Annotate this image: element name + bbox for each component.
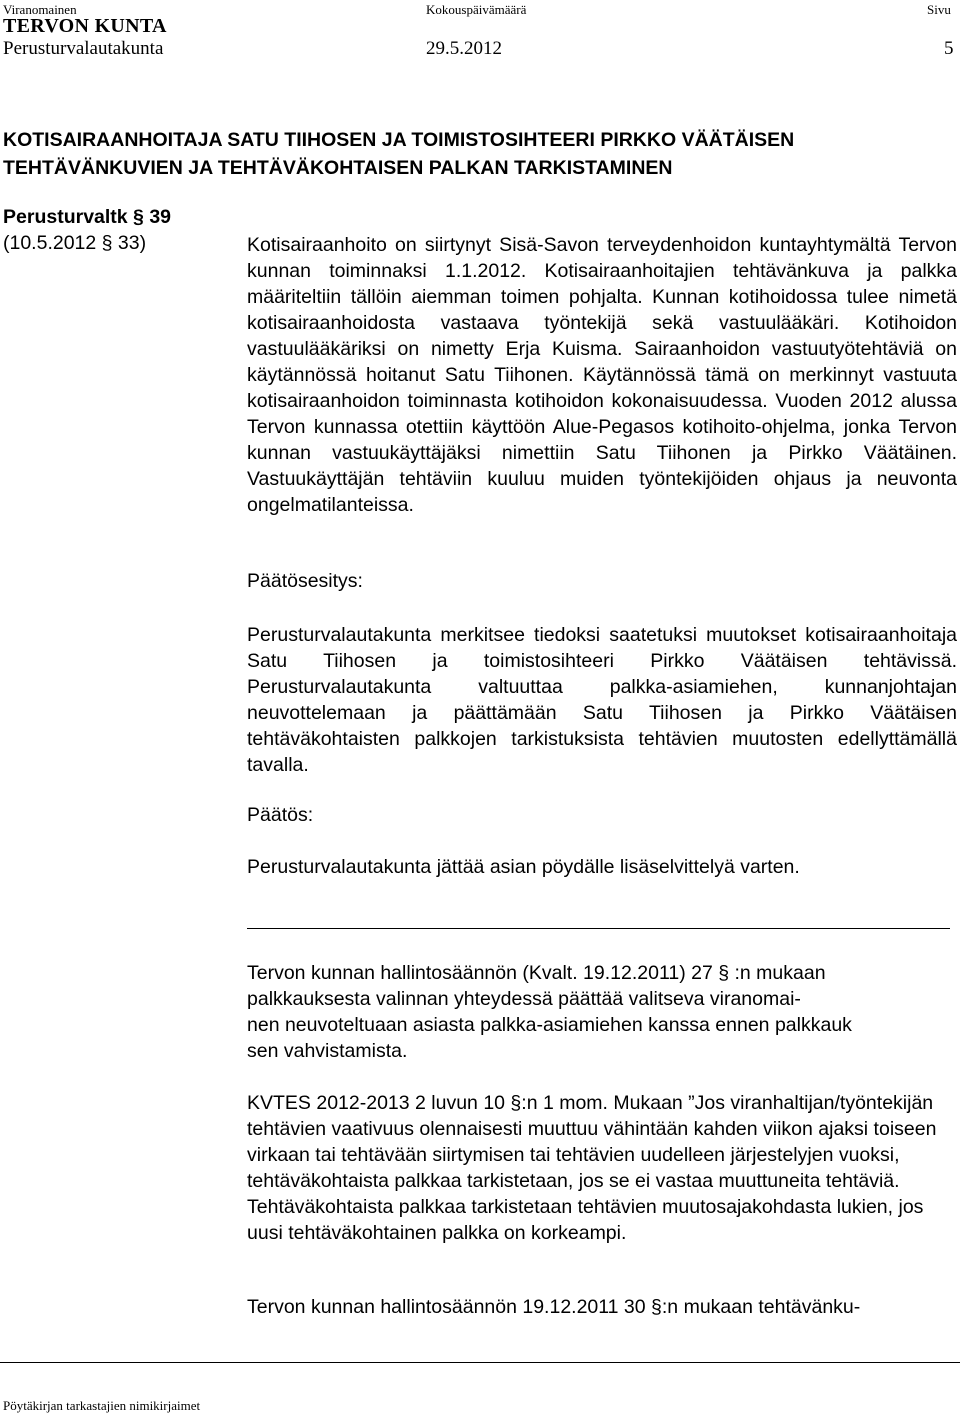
document-title [3, 126, 953, 182]
title-line-1: KOTISAIRAANHOITAJA SATU TIIHOSEN JA TOIMISTOSIHTEERI PIRKKO VÄÄTÄISEN [3, 129, 795, 151]
proposal-label: Päätösesitys: [247, 570, 363, 592]
decision-label: Päätös: [247, 804, 314, 826]
page-number: 5 [944, 38, 954, 59]
hallintosaanto-30-paragraph: Tervon kunnan hallintosäännön 19.12.2011 30 §:n mukaan tehtävänku- [247, 1296, 861, 1318]
header-page-label: Sivu [927, 2, 951, 17]
decision-text: Perusturvalautakunta jättää asian pöydälle lisäselvittelyä varten. [247, 856, 800, 878]
footer-initials-label: Pöytäkirjan tarkastajien nimikirjaimet [3, 1398, 201, 1413]
intro-paragraph: Kotisairaanhoito on siirtynyt Sisä-Savon terveydenhoidon kuntayhtymältä Tervon kunnan toiminnaksi 1.1.2012. Kotisairaanhoitajien tehtävänkuva ja palkka määriteltiin tällöin aiemman toimen pohjalta. Kunnan kotihoidossa tulee nimetä kotisairaanhoidosta vastaava työntekijä sekä vastuulääkäri. Kotihoidon vastuulääkäriksi on nimetty Erja Kuisma. Sairaanhoidon vastuutyötehtäviä on käytännössä hoitanut Satu Tiihonen. Käytännössä tämä on merkinnyt vastuuta kotisairaanhoidon toiminnasta kotihoidon kokonaisuudessa. Vuoden 2012 alussa Tervon kunnassa otettiin käyttöön Alue-Pegasos kotihoito-ohjelma, jonka Tervon kunnan vastuukäyttäjäksi nimettiin Satu Tiihonen ja Pirkko Väätäinen. Vastuukäyttäjän tehtäviin kuuluu muiden työntekijöiden ohjaus ja neuvonta ongelmatilanteissa. [247, 234, 957, 516]
title-line-2: TEHTÄVÄNKUVIEN JA TEHTÄVÄKOHTAISEN PALKAN TARKISTAMINEN [3, 157, 673, 179]
section-previous-reference: (10.5.2012 § 33) [3, 232, 147, 254]
section-divider [247, 928, 950, 929]
meeting-date: 29.5.2012 [426, 38, 502, 59]
rule1-line-2: palkkauksesta valinnan yhteydessä päättää valitseva viranomai- [247, 988, 801, 1010]
footer-rule [0, 1362, 960, 1363]
proposal-text: Perusturvalautakunta merkitsee tiedoksi saatetuksi muutokset kotisairaanhoitaja Satu Tiihosen ja toimistosihteeri Pirkko Väätäisen tehtävissä. Perusturvalautakunta valtuuttaa palkka-asiamiehen, kunnanjohtajan neuvottelemaan ja päättämään Satu Tiihosen ja Pirkko Väätäisen tehtäväkohtaisten palkkojen tarkistuksista tehtävien muutosten edellyttämällä tavalla. [247, 624, 957, 776]
header-authority-label: Viranomainen [3, 2, 77, 17]
hallintosaanto-paragraph [247, 960, 957, 1064]
rule1-line-1: Tervon kunnan hallintosäännön (Kvalt. 19.12.2011) 27 § :n mukaan [247, 962, 826, 984]
section-reference: Perusturvaltk § 39 [3, 206, 172, 228]
authority-name: Perusturvalautakunta [3, 38, 164, 59]
organization-name: TERVON KUNTA [3, 15, 167, 37]
rule1-line-4: sen vahvistamista. [247, 1040, 408, 1062]
kvtes-paragraph: KVTES 2012-2013 2 luvun 10 §:n 1 mom. Mukaan ”Jos viranhaltijan/työntekijän tehtävien vaativuus olennaisesti muuttuu vähintään kahden viikon ajaksi toiseen virkaan tai tehtävään siirtymisen tai tehtävien uudelleen järjestelyjen vuoksi, tehtäväkohtaista palkkaa tarkistetaan, jos se ei vastaa muuttuneita tehtäviä. Tehtäväkohtaista palkkaa tarkistetaan tehtävien muutosajakohdasta lukien, jos uusi tehtäväkohtainen palkka on korkeampi. [247, 1092, 937, 1244]
header-date-label: Kokouspäivämäärä [426, 2, 527, 17]
rule1-line-3: nen neuvoteltuaan asiasta palkka-asiamiehen kanssa ennen palkkauk [247, 1014, 852, 1036]
